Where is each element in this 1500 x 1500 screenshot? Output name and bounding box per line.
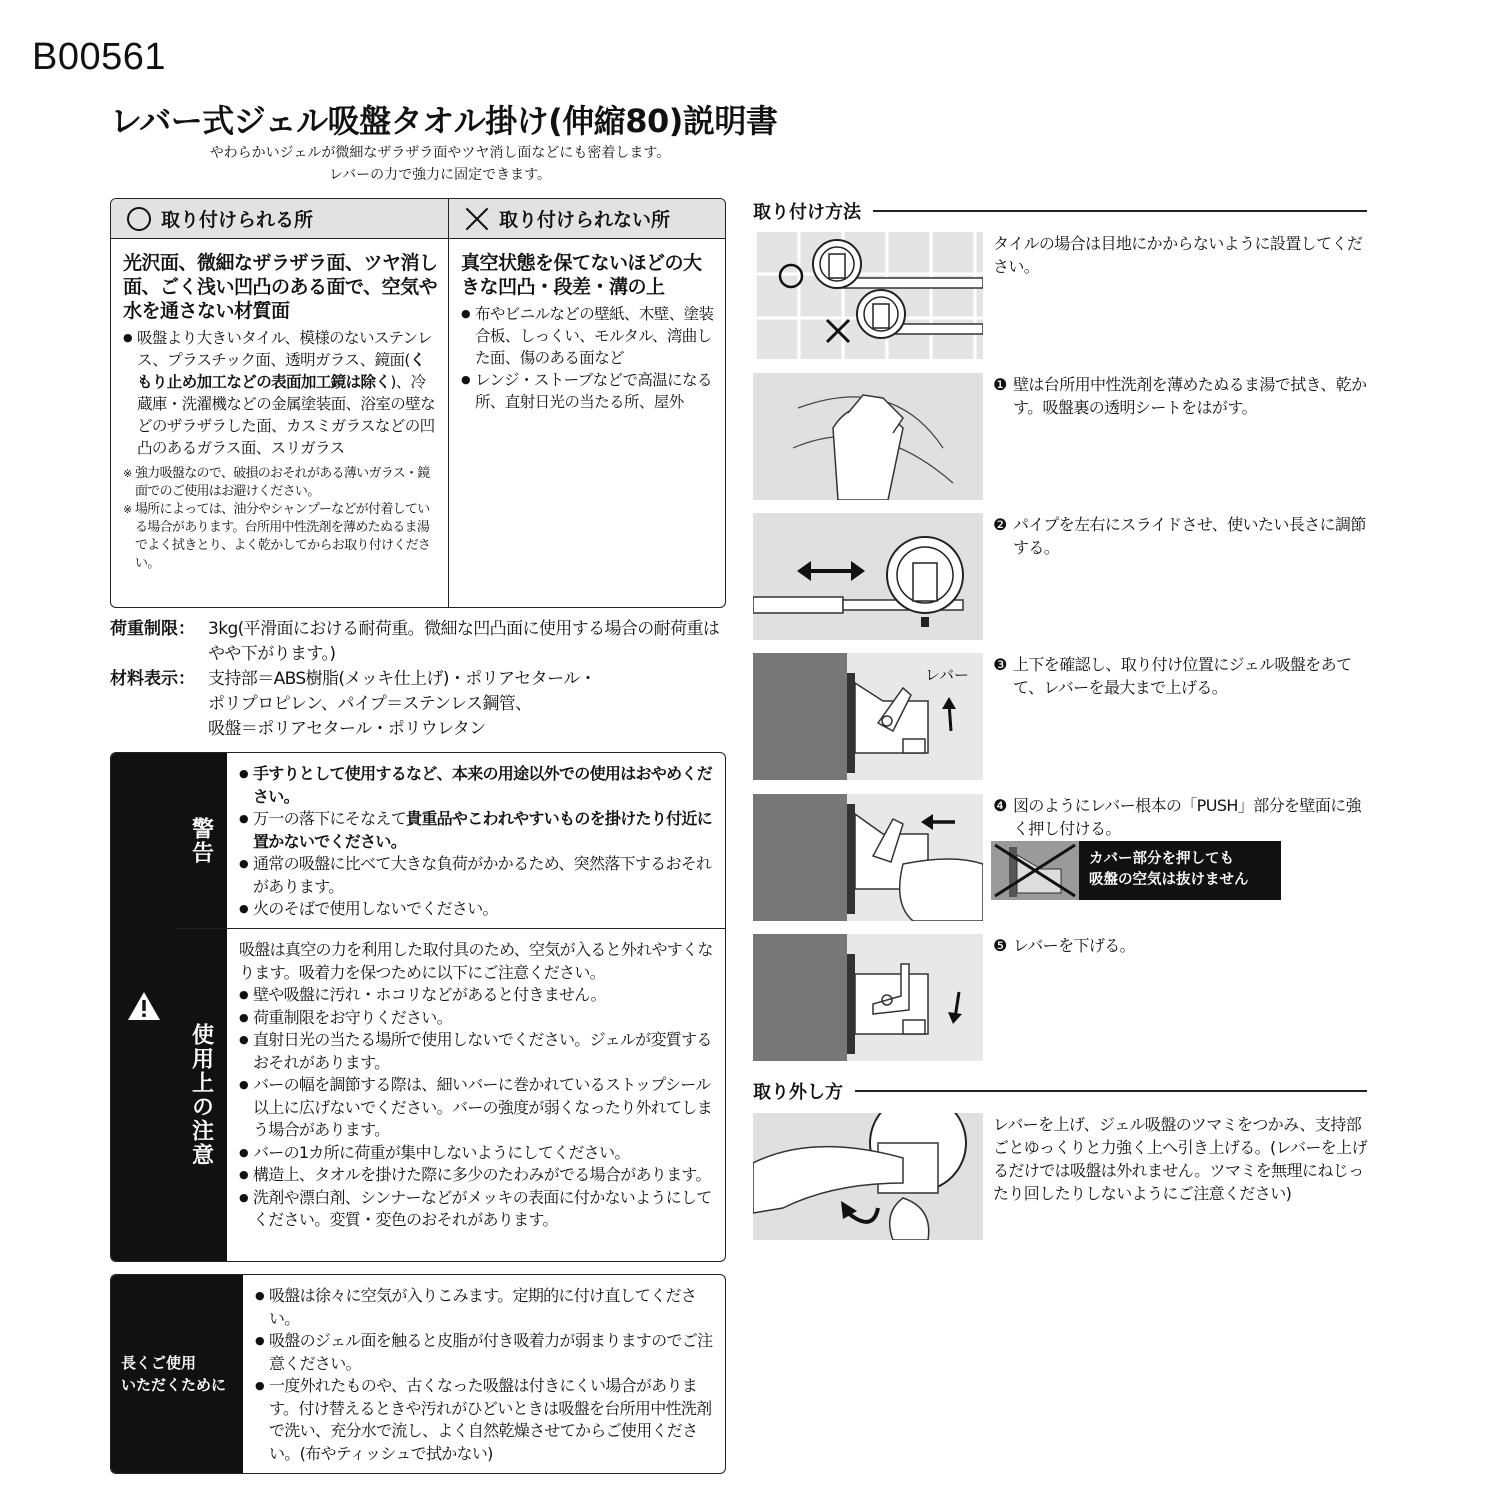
- item-text: )、冷蔵庫・洗濯機などの金属塗装面、浴室の壁などのザラザラした面、カスミガラスなどの凹凸のあるガラス面、スリガラス: [137, 373, 436, 457]
- list-item: ● 壁や吸盤に汚れ・ホコリなどがあると付きません。: [239, 984, 717, 1007]
- material-line: 支持部＝ABS樹脂(メッキ仕上げ)・ポリアセタール・: [208, 669, 596, 689]
- step-number: ❹: [993, 796, 1007, 815]
- divider: [855, 1090, 1367, 1092]
- step5-illustration: [753, 934, 983, 1061]
- mountable-lead: 光沢面、微細なザラザラ面、ツヤ消し面、ごく浅い凹凸のある面で、空気や水を通さない材質面: [123, 252, 438, 322]
- remove-text: レバーを上げ、ジェル吸盤のツマミをつかみ、支持部ごとゆっくりと力強く上へ引き上げる。(レバーを上げるだけでは吸盤は外れません。ツマミを無理にねじったり回したりしないようにご注意ください): [993, 1115, 1367, 1203]
- caution-label: 使用上の注意: [175, 929, 227, 1261]
- list-item: ● 洗剤や漂白剤、シンナーなどがメッキの表面に付かないようにしてください。変質・変色のおそれがあります。: [239, 1187, 717, 1232]
- slide-pipe-icon: [753, 513, 983, 640]
- list-item: ● 布やビニルなどの壁紙、木壁、塗装合板、しっくい、モルタル、湾曲した面、傷のある面など: [461, 303, 715, 369]
- wiping-hand-icon: [753, 373, 983, 500]
- not-mountable-header: [449, 199, 725, 239]
- push-note-line: 吸盤の空気は抜けません: [1089, 872, 1249, 888]
- remove-heading: [753, 1078, 1367, 1104]
- tile-grid-icon: [753, 232, 983, 359]
- list-item: ● レンジ・ストーブなどで高温になる所、直射日光の当たる所、屋外: [461, 369, 715, 413]
- list-item: ● 火のそばで使用しないでください。: [239, 898, 717, 921]
- step-text: レバーを下げる。: [1013, 936, 1136, 955]
- warning-triangle-icon: [127, 991, 161, 1021]
- item-bold-text: くもり止め加工などの表面加工鏡は除く: [137, 351, 425, 391]
- warning-label: 警告: [175, 753, 227, 928]
- subtitle-line-2: レバーの力で強力に固定できます。: [329, 167, 551, 183]
- mount-location-box: [110, 198, 726, 608]
- cross-ng-icon: [465, 207, 489, 231]
- step-text: パイプを左右にスライドさせ、使いたい長さに調節する。: [1013, 515, 1366, 557]
- list-item: [123, 327, 438, 459]
- page-title: レバー式ジェル吸盤タオル掛け(伸縮80)説明書: [110, 102, 778, 140]
- step2-illustration: [753, 513, 983, 640]
- step-2: [993, 513, 1373, 559]
- remove-illustration: [753, 1113, 983, 1240]
- caution-section: [175, 929, 725, 1261]
- mountable-notes: [111, 459, 448, 573]
- long-use-label-line: 長くご使用: [121, 1354, 197, 1372]
- step-text: 壁は台所用中性洗剤を薄めたぬるま湯で拭き、乾かす。吸盤裏の透明シートをはがす。: [1013, 375, 1367, 417]
- list-item: ● バーの幅を調節する際は、細いバーに巻かれているストップシール以上に広げないでください。バーの強度が弱くなったり外れてしまう場合があります。: [239, 1074, 717, 1142]
- long-use-box: [110, 1274, 726, 1474]
- not-mountable-list: [449, 299, 725, 413]
- step-number: ❺: [993, 936, 1007, 955]
- install-heading: [753, 198, 1367, 224]
- push-note-line: カバー部分を押しても: [1089, 851, 1234, 867]
- mountable-list: [111, 323, 448, 459]
- remove-heading-label: 取り外し方: [753, 1082, 843, 1103]
- material-line: ポリプロピレン、パイプ＝ステンレス鋼管、: [208, 694, 532, 714]
- not-mountable-column: [449, 199, 725, 607]
- load-limit-value: 3kg(平滑面における耐荷重。微細な凹凸面に使用する場合の耐荷重はやや下がります。): [208, 619, 720, 664]
- not-mountable-lead: 真空状態を保てないほどの大きな凹凸・段差・溝の上: [461, 252, 702, 298]
- warning-list: [239, 763, 717, 921]
- list-item: ● 構造上、タオルを掛けた際に多少のたわみがでる場合があります。: [239, 1164, 717, 1187]
- item-bold-text: 貴重品やこわれやすいものを掛けたり付近に置かないでください。: [253, 809, 713, 851]
- material-label: 材料表示：: [110, 669, 195, 689]
- mountable-header-label: 取り付けられる所: [161, 209, 314, 231]
- load-limit-row: [110, 617, 730, 667]
- install-heading-label: 取り付け方法: [753, 202, 861, 223]
- step-text: 上下を確認し、取り付け位置にジェル吸盤をあてて、レバーを最大まで上げる。: [1013, 655, 1352, 697]
- step-text: 図のようにレバー根本の「PUSH」部分を壁面に強く押し付ける。: [1013, 796, 1362, 838]
- list-item: [239, 763, 717, 808]
- step-1: [993, 373, 1373, 419]
- note-item: ※ 場所によっては、油分やシャンプーなどが付着している場合があります。台所用中性洗剤を薄めたぬるま湯でよく拭きとり、よく乾かしてからお取り付けください。: [123, 501, 438, 573]
- step-number: ❸: [993, 655, 1007, 674]
- long-use-label-line: いただくために: [121, 1376, 227, 1394]
- tile-note: タイルの場合は目地にかからないように設置してください。: [993, 234, 1363, 276]
- push-lever-icon: [753, 794, 983, 921]
- material-row: [110, 667, 730, 742]
- warning-section: [175, 753, 725, 929]
- circle-ok-icon: [127, 207, 151, 231]
- list-item: ● 吸盤のジェル面を触ると皮脂が付き吸着力が弱まりますのでご注意ください。: [255, 1330, 717, 1375]
- document-code: B00561: [32, 36, 167, 78]
- lever-label: レバー: [925, 666, 969, 684]
- item-text: 万一の落下にそなえて: [253, 809, 407, 828]
- caution-list: [239, 984, 717, 1232]
- list-item: [239, 808, 717, 853]
- caution-intro: 吸盤は真空の力を利用した取付具のため、空気が入ると外れやすくなります。吸着力を保つために以下にご注意ください。: [239, 940, 713, 982]
- list-item: ● バーの1カ所に荷重が集中しないようにしてください。: [239, 1142, 717, 1165]
- tile-illustration: [753, 232, 983, 359]
- list-item: ● 吸盤は徐々に空気が入りこみます。定期的に付け直してください。: [255, 1285, 717, 1330]
- material-line: 吸盤＝ポリアセタール・ポリウレタン: [208, 719, 486, 739]
- list-item: ● 通常の吸盤に比べて大きな負荷がかかるため、突然落下するおそれがあります。: [239, 853, 717, 898]
- mountable-header: [111, 199, 448, 239]
- divider: [873, 210, 1367, 212]
- load-limit-label: 荷重制限：: [110, 619, 195, 639]
- step-number: ❶: [993, 375, 1007, 394]
- mountable-column: [111, 199, 449, 607]
- material-value: [208, 667, 730, 742]
- not-mountable-header-label: 取り付けられない所: [499, 209, 671, 231]
- item-text: 吸盤より大きいタイル、模様のないステンレス、プラスチック面、透明ガラス、鏡面(: [137, 329, 432, 369]
- cover-press-ng-icon: [991, 841, 1079, 900]
- list-item: ● 一度外れたものや、古くなった吸盤は付きにくい場合があります。付け替えるときや汚れがひどいときは吸盤を台所用中性洗剤で洗い、充分水で流し、よく自然乾燥させてからご使用ください。(布やティッシュで拭かない): [255, 1375, 717, 1465]
- step4-illustration: [753, 794, 983, 921]
- step-3: [993, 653, 1373, 699]
- long-use-list: [255, 1285, 717, 1465]
- item-bold-text: 手すりとして使用するなど、本来の用途以外での使用はおやめください。: [253, 764, 713, 806]
- step1-illustration: [753, 373, 983, 500]
- list-item: ● 直射日光の当たる場所で使用しないでください。ジェルが変質するおそれがあります。: [239, 1029, 717, 1074]
- lower-lever-icon: [753, 934, 983, 1061]
- push-note-badge: [991, 841, 1281, 900]
- subtitle-line-1: やわらかいジェルが微細なザラザラ面やツヤ消し面などにも密着します。: [209, 145, 671, 161]
- warning-box: [110, 752, 726, 1262]
- list-item: ● 荷重制限をお守りください。: [239, 1007, 717, 1030]
- long-use-label: [111, 1275, 243, 1473]
- note-item: ※ 強力吸盤なので、破損のおそれがある薄いガラス・鏡面でのご使用はお避けください。: [123, 465, 438, 501]
- remove-hand-icon: [753, 1113, 983, 1240]
- step-4: [993, 794, 1373, 840]
- step-number: ❷: [993, 515, 1007, 534]
- step-5: [993, 934, 1373, 957]
